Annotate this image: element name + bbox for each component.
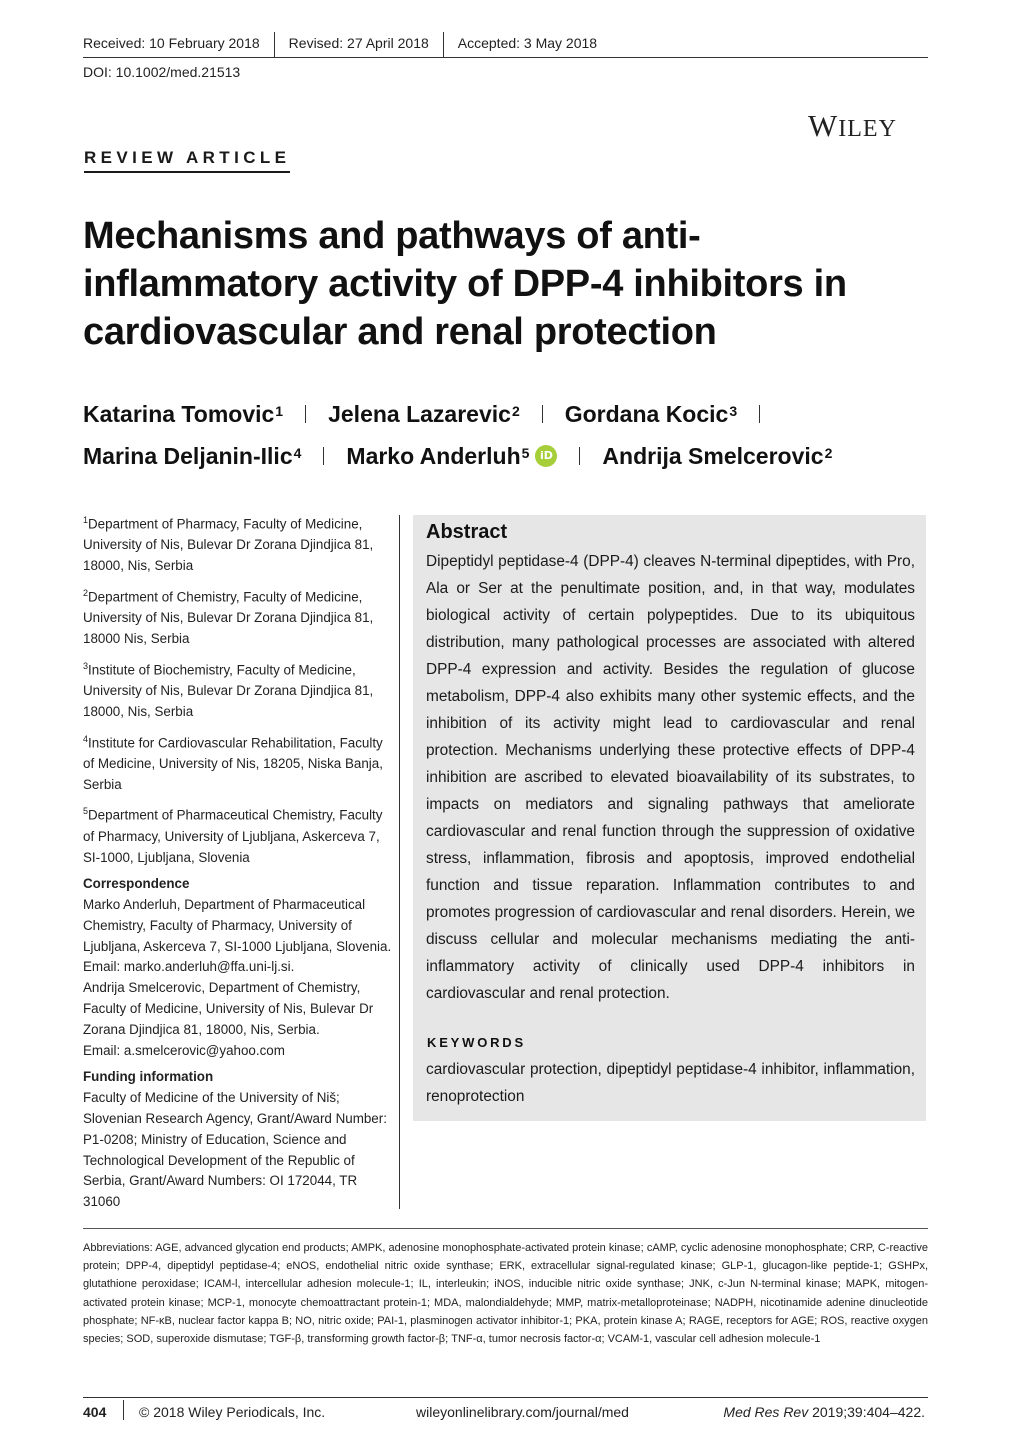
author[interactable]: Marko Anderluh $^5$ iD [346,443,557,470]
author-list [83,393,933,477]
affiliation: $^1$Department of Pharmacy, Faculty of Medicine, University of Nis, Bulevar Dr Zorana Djindjica 81, 18000, Nis, Serbia [83,515,374,574]
affiliation: $^2$Department of Chemistry, Faculty of Medicine, University of Nis, Bulevar Dr Zorana Djindjica 81, 18000 Nis, Serbia [83,587,374,646]
revised-date: Revised: 27 April 2018 [289,32,444,57]
correspondence-line: Marko Anderluh, Department of Pharmaceutical Chemistry, Faculty of Pharmacy, University of Ljubljana, Askerceva 7, SI-1000 Ljubljana, Slovenia. [83,897,392,954]
affiliation: $^4$Institute for Cardiovascular Rehabilitation, Faculty of Medicine, University of Nis, 18205, Niska Banja, Serbia [83,733,383,792]
affiliation: $^5$Department of Pharmaceutical Chemistry, Faculty of Pharmacy, University of Ljubljana, Askerceva 7, SI-1000, Ljubljana, Slovenia [83,806,383,865]
author[interactable]: Gordana Kocic $^3$ [564,400,738,427]
article-title: Mechanisms and pathways of anti-inflammatory activity of DPP-4 inhibitors in cardiovascular and renal protection [83,215,847,353]
correspondence-line: Andrija Smelcerovic, Department of Chemistry, Faculty of Medicine, University of Nis, Bulevar Dr Zorana Djindjica 81, 18000, Nis, Serbia. [83,980,374,1037]
received-date: Received: 10 February 2018 [83,32,275,57]
divider [83,1228,928,1229]
funding-heading: Funding information [83,1069,214,1085]
journal-url[interactable]: wileyonlinelibrary.com/journal/med [416,1404,629,1420]
publication-history [83,32,928,58]
author[interactable]: Andrija Smelcerovic $^2$ [602,442,833,469]
publisher-logo: WILEY [808,108,897,143]
column-divider [399,515,400,1209]
abstract-heading: Abstract [426,521,508,543]
citation: Med Res Rev 2019;39:404–422. [723,1404,925,1420]
page-number: 404 [83,1404,107,1420]
correspondence-heading: Correspondence [83,876,190,892]
page-footer [83,1398,928,1422]
keywords-heading: KEYWORDS [427,1035,526,1050]
affiliation: $^3$Institute of Biochemistry, Faculty of Medicine, University of Nis, Bulevar Dr Zorana Djindjica 81, 18000, Nis, Serbia [83,660,374,719]
doi[interactable]: DOI: 10.1002/med.21513 [83,64,241,80]
orcid-icon[interactable]: iD [535,445,557,467]
keywords-text: cardiovascular protection, dipeptidyl peptidase-4 inhibitor, inflammation, renoprotection [426,1061,915,1105]
accepted-date: Accepted: 3 May 2018 [457,35,598,51]
copyright: © 2018 Wiley Periodicals, Inc. [139,1404,326,1420]
article-type: REVIEW ARTICLE [84,148,290,173]
abbreviations: Abbreviations: AGE, advanced glycation end products; AMPK, adenosine monophosphate-activated protein kinase; cAMP, cyclic adenosine monophosphate; CRP, C-reactive protein; DPP-4, dipeptidyl peptidase-4; eNOS, endothelial nitric oxide synthase; ERK, extracellular signal-regulated kinase; GLP-1, glucagon-like peptide-1; GSHPx, glutathione peroxidase; ICAM-l, intercellular adhesion molecule-1; IL, interleukin; iNOS, inducible nitric oxide synthase; JNK, c-Jun N-terminal kinase; MAPK, mitogen-activated protein kinase; MCP-1, monocyte chemoattractant protein-1; MDA, malondialdehyde; MMP, matrix-metalloproteinase; NADPH, nicotinamide adenine dinucleotide phosphate; NF-κB, nuclear factor kappa B; NO, nitric oxide; PAI-1, plasminogen activator inhibitor-1; PKA, protein kinase A; RAGE, receptors for AGE; ROS, reactive oxygen species; SOD, superoxide dismutase; TGF-β, transforming growth factor-β; TNF-α, tumor necrosis factor-α; VCAM-1, vascular cell adhesion molecule-1 [83,1242,928,1346]
abstract-text: Dipeptidyl peptidase-4 (DPP-4) cleaves N-terminal dipeptides, with Pro, Ala or Ser at the penultimate position, and, in that way, modulates biological activity of certain polypeptides. Due to its ubiquitous distribution, many pathological processes are associated with altered DPP-4 expression and activity. Besides the regulation of glucose metabolism, DPP-4 also exhibits many other systemic effects, and the inhibition of its activity might lead to cardiovascular and renal protection. Mechanisms underlying these protective effects of DPP-4 inhibition are ascribed to elevated bioavailability of its substrates, to impacts on mediators and signaling pathways that ameliorate cardiovascular and renal function through the suppression of oxidative stress, inflammation, fibrosis and apoptosis, improved endothelial function and tissue reparation. Inflammation contributes to and promotes progression of cardiovascular and renal disorders. Herein, we discuss cellular and molecular mechanisms mediating the anti-inflammatory activity of clinically used DPP-4 inhibitors in cardiovascular and renal protection. [426,553,915,1002]
correspondence-email[interactable]: Email: a.smelcerovic@yahoo.com [83,1042,285,1058]
funding-text: Faculty of Medicine of the University of Niš; Slovenian Research Agency, Grant/Award Number: P1-0208; Ministry of Education, Science and Technological Development of the Republic of Serbia, Grant/Award Numbers: OI 172044, TR 31060 [83,1090,387,1210]
author[interactable]: Katarina Tomovic $^1$ [83,400,284,427]
correspondence-email[interactable]: Email: marko.anderluh@ffa.uni-lj.si. [83,959,295,975]
author[interactable]: Marina Deljanin-Ilic $^4$ [83,442,302,469]
affiliations-column [83,510,400,1213]
author[interactable]: Jelena Lazarevic $^2$ [328,400,520,427]
